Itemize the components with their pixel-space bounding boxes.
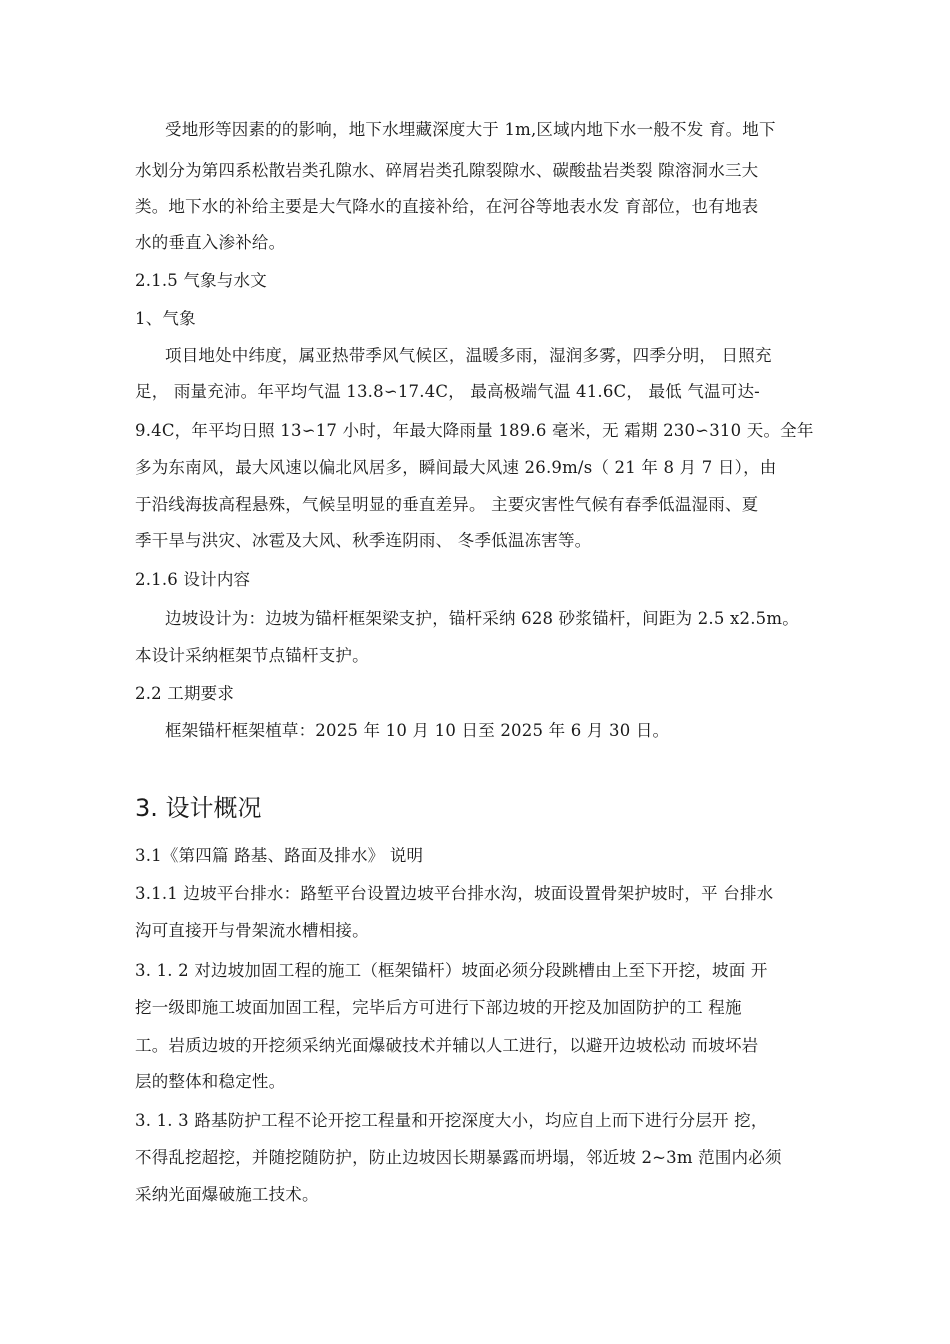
schedule-line: 框架锚杆框架植草：2025 年 10 月 10 日至 2025 年 6 月 30 日。: [165, 721, 670, 740]
subsection-title-weather: 1、气象: [135, 309, 196, 328]
paragraph-3-1-1-line: 3.1.1 边坡平台排水：路堑平台设置边坡平台排水沟，坡面设置骨架护坡时，平 台排水: [135, 884, 774, 903]
weather-line: 9.4C，年平均日照 13∽17 小时，年最大降雨量 189.6 毫米，无 霜期 230∽310 天。全年: [135, 421, 814, 440]
weather-line: 项目地处中纬度，属亚热带季风气候区，温暖多雨，湿润多雾，四季分明， 日照充: [165, 346, 772, 365]
design-line: 边坡设计为：边坡为锚杆框架梁支护，锚杆采纳 628 砂浆锚杆，间距为 2.5 x2.5m。: [165, 609, 799, 628]
design-line: 本设计采纳框架节点锚杆支护。: [135, 646, 369, 665]
paragraph-3-1-3-line: 3. 1. 3 路基防护工程不论开挖工程量和开挖深度大小，均应自上而下进行分层开 挖，: [135, 1111, 768, 1130]
section-title-3-1: 3.1《第四篇 路基、路面及排水》 说明: [135, 846, 424, 865]
intro-line: 水的垂直入渗补给。: [135, 233, 286, 252]
section-title-2-2: 2.2 工期要求: [135, 684, 235, 703]
intro-line: 类。地下水的补给主要是大气降水的直接补给，在河谷等地表水发 育部位，也有地表: [135, 197, 759, 216]
paragraph-3-1-2-line: 3. 1. 2 对边坡加固工程的施工（框架锚杆）坡面必须分段跳槽由上至下开挖，坡面 开: [135, 961, 768, 980]
paragraph-3-1-3-line: 不得乱挖超挖，并随挖随防护，防止边坡因长期暴露而坍塌，邻近坡 2~3m 范围内必须: [135, 1148, 782, 1167]
paragraph-3-1-2-line: 工。岩质边坡的开挖须采纳光面爆破技术并辅以人工进行，以避开边坡松动 而坡坏岩: [135, 1036, 759, 1055]
intro-line: 水划分为第四系松散岩类孔隙水、碎屑岩类孔隙裂隙水、碳酸盐岩类裂 隙溶洞水三大: [135, 161, 759, 180]
paragraph-3-1-3-line: 采纳光面爆破施工技术。: [135, 1185, 319, 1204]
chapter-heading: 3. 设计概况: [135, 794, 262, 822]
paragraph-3-1-2-line: 层的整体和稳定性。: [135, 1072, 286, 1091]
section-title-2-1-5: 2.1.5 气象与水文: [135, 271, 267, 290]
weather-line: 季干旱与洪灾、冰雹及大风、秋季连阴雨、 冬季低温冻害等。: [135, 531, 592, 550]
intro-line: 受地形等因素的的影响，地下水埋藏深度大于 1m,区域内地下水一般不发 育。地下: [165, 120, 776, 139]
section-title-2-1-6: 2.1.6 设计内容: [135, 570, 251, 589]
weather-line: 于沿线海拔高程悬殊，气候呈明显的垂直差异。 主要灾害性气候有春季低温湿雨、夏: [135, 495, 759, 514]
paragraph-3-1-2-line: 挖一级即施工坡面加固工程，完毕后方可进行下部边坡的开挖及加固防护的工 程施: [135, 998, 742, 1017]
weather-line: 足， 雨量充沛。年平均气温 13.8∽17.4C， 最高极端气温 41.6C， 最低 气温可达-: [135, 382, 760, 401]
paragraph-3-1-1-line: 沟可直接开与骨架流水槽相接。: [135, 921, 369, 940]
weather-line: 多为东南风，最大风速以偏北风居多，瞬间最大风速 26.9m/s（ 21 年 8 月 7 日），由: [135, 458, 777, 477]
